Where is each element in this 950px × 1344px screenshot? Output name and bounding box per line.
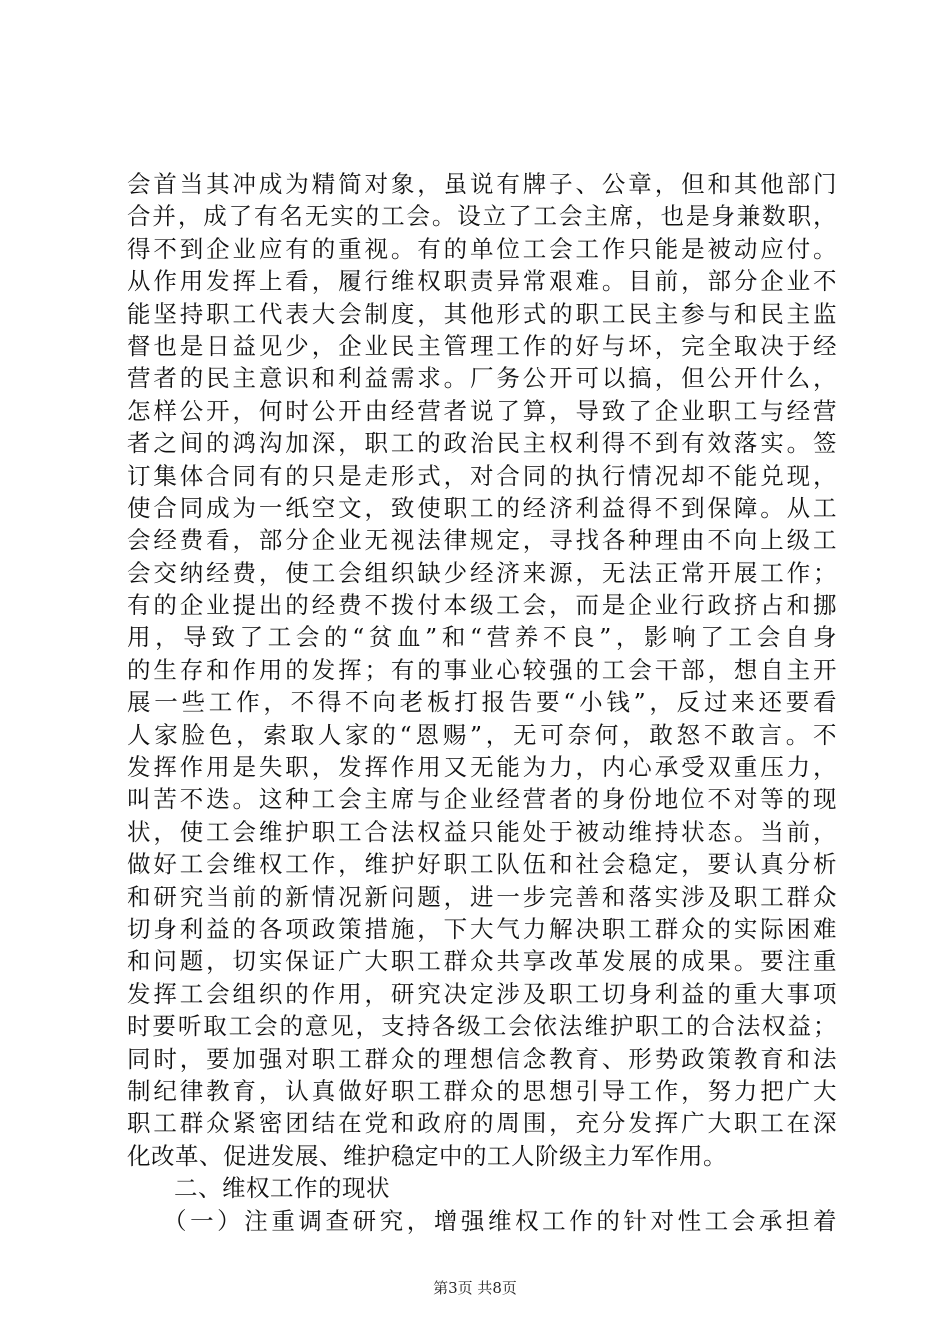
text-line: 展一些工作，不得不向老板打报告要“小钱”，反过来还要看 <box>127 688 837 717</box>
text-line: 营者的民主意识和利益需求。厂务公开可以搞，但公开什么， <box>127 364 837 393</box>
text-line: 和研究当前的新情况新问题，进一步完善和落实涉及职工群众 <box>127 882 837 911</box>
page-footer: 第3页 共8页 <box>433 1279 517 1297</box>
text-line: 会交纳经费，使工会组织缺少经济来源，无法正常开展工作； <box>127 558 837 587</box>
text-line: 订集体合同有的只是走形式，对合同的执行情况却不能兑现， <box>127 461 837 490</box>
text-line: 使合同成为一纸空文，致使职工的经济利益得不到保障。从工 <box>127 493 837 522</box>
text-line: 会首当其冲成为精简对象，虽说有牌子、公章，但和其他部门 <box>127 170 837 198</box>
text-line: 得不到企业应有的重视。有的单位工会工作只能是被动应付。 <box>127 234 837 263</box>
body-text <box>127 168 837 1237</box>
text-line: 有的企业提出的经费不拨付本级工会，而是企业行政挤占和挪 <box>127 591 837 620</box>
text-line: 职工群众紧密团结在党和政府的周围，充分发挥广大职工在深 <box>127 1109 837 1138</box>
section-heading: 二、维权工作的现状 <box>174 1174 390 1203</box>
text-line: 用，导致了工会的“贫血”和“营养不良”，影响了工会自身 <box>127 623 837 652</box>
text-line: 发挥工会组织的作用，研究决定涉及职工切身利益的重大事项 <box>127 979 837 1008</box>
text-line: 同时，要加强对职工群众的理想信念教育、形势政策教育和法 <box>127 1044 837 1073</box>
text-line: 做好工会维权工作，维护好职工队伍和社会稳定，要认真分析 <box>127 850 837 879</box>
text-line: 人家脸色，索取人家的“恩赐”，无可奈何，敢怒不敢言。不 <box>127 720 837 749</box>
text-line: 怎样公开，何时公开由经营者说了算，导致了企业职工与经营 <box>127 396 837 425</box>
subsection-line: （一）注重调查研究，增强维权工作的针对性工会承担着 <box>163 1206 837 1235</box>
text-line: 的生存和作用的发挥；有的事业心较强的工会干部，想自主开 <box>127 655 837 684</box>
text-line: 会经费看，部分企业无视法律规定，寻找各种理由不向上级工 <box>127 526 837 555</box>
text-line: 能坚持职工代表大会制度，其他形式的职工民主参与和民主监 <box>127 299 837 328</box>
text-line: 切身利益的各项政策措施，下大气力解决职工群众的实际困难 <box>127 914 837 943</box>
text-line: 状，使工会维护职工合法权益只能处于被动维持状态。当前， <box>127 817 837 846</box>
text-line: 从作用发挥上看，履行维权职责异常艰难。目前，部分企业不 <box>127 267 837 296</box>
text-line: 和问题，切实保证广大职工群众共享改革发展的成果。要注重 <box>127 947 837 976</box>
text-line: 叫苦不迭。这种工会主席与企业经营者的身份地位不对等的现 <box>127 785 837 814</box>
text-line: 时要听取工会的意见，支持各级工会依法维护职工的合法权益； <box>127 1012 837 1041</box>
text-line: 者之间的鸿沟加深，职工的政治民主权利得不到有效落实。签 <box>127 429 837 458</box>
text-line: 化改革、促进发展、维护稳定中的工人阶级主力军作用。 <box>127 1141 727 1170</box>
text-line: 制纪律教育，认真做好职工群众的思想引导工作，努力把广大 <box>127 1076 837 1105</box>
text-line: 合并，成了有名无实的工会。设立了工会主席，也是身兼数职， <box>127 202 837 231</box>
text-line: 发挥作用是失职，发挥作用又无能为力，内心承受双重压力， <box>127 753 837 782</box>
text-line: 督也是日益见少，企业民主管理工作的好与坏，完全取决于经 <box>127 331 837 360</box>
